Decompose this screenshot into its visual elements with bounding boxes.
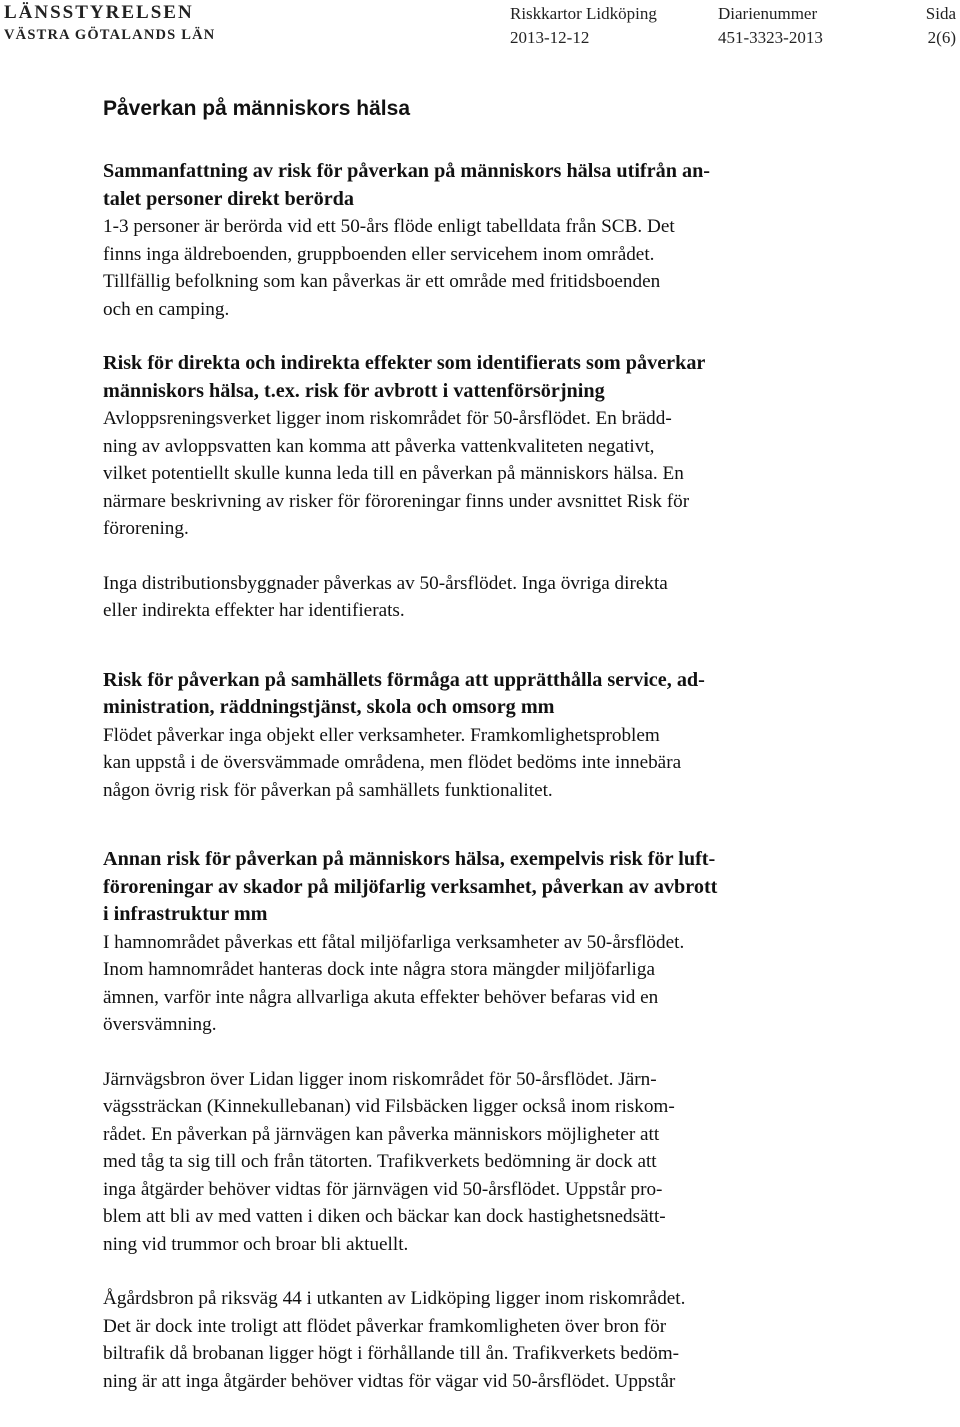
paragraph: Flödet påverkar inga objekt eller verksamheter. Framkomlighetsproblem kan uppstå i de översvämmade områdena, men flödet bedöms inte innebära någon övrig risk för påverkan på samhällets funktionalitet. <box>103 724 682 801</box>
paragraph: I hamnområdet påverkas ett fåtal miljöfarliga verksamheter av 50-årsflödet. Inom hamnområdet hanteras dock inte några stora mängder miljöfarliga ämnen, varför inte några allvarliga akuta effekter behöver befaras vid en översvämning. <box>103 931 685 1035</box>
header-document-info <box>510 2 657 50</box>
logo-line-1: LÄNSSTYRELSEN <box>4 2 194 23</box>
section-other-risks <box>103 846 823 1395</box>
section-summary <box>103 158 823 323</box>
section-heading: Annan risk för påverkan på människors hälsa, exempelvis risk för luft- föroreningar av skador på miljöfarlig verksamhet, påverkan av avbrott i infrastruktur mm <box>103 848 718 925</box>
paragraph: Järnvägsbron över Lidan ligger inom riskområdet för 50-årsflödet. Järn- vägssträckan (Kinnekullebanan) vid Filsbäcken ligger också inom riskom- rådet. En påverkan på järnvägen kan påverka människors möjligheter att med tåg ta sig till och från tätorten. Trafikverkets bedömning är dock att inga åtgärder behöver vidtas för järnvägen vid 50-årsflödet. Uppstår pro- blem att bli av med vatten i diken och bäckar kan dock hastighetsnedsätt- ning vid trummor och broar bli aktuellt. <box>103 1068 675 1255</box>
section-society-function <box>103 667 823 805</box>
page-number: 2(6) <box>927 28 956 47</box>
paragraph: Ågårdsbron på riksväg 44 i utkanten av Lidköping ligger inom riskområdet. Det är dock inte troligt att flödet påverkar framkomligheten över bron för biltrafik då brobanan ligger högt i förhållande till ån. Trafikverkets bedöm- ning är att inga åtgärder behöver vidtas för vägar vid 50-årsflödet. Uppstår <box>103 1288 686 1392</box>
registration-number: 451-3323-2013 <box>718 28 823 47</box>
page-header <box>0 0 960 48</box>
paragraph: Avloppsreningsverket ligger inom riskområdet för 50-årsflödet. En brädd- ning av avloppsvatten kan komma att påverka vattenkvaliteten negativt, vilket potentiellt skulle kunna leda till en påverkan på människors hälsa. En närmare beskrivning av risker för föroreningar finns under avsnittet Risk för förorening. <box>103 408 690 539</box>
document-title-label: Riskkartor Lidköping <box>510 4 657 23</box>
paragraph: 1-3 personer är berörda vid ett 50-års flöde enligt tabelldata från SCB. Det finns inga äldreboenden, gruppboenden eller servicehem inom området. Tillfällig befolkning som kan påverkas är ett område med fritidsboenden och en camping. <box>103 216 675 320</box>
header-registration-info <box>718 2 823 50</box>
registration-label: Diarienummer <box>718 4 818 23</box>
header-page-info <box>926 2 956 50</box>
section-direct-effects <box>103 350 823 625</box>
section-heading: Risk för påverkan på samhällets förmåga att upprätthålla service, ad- ministration, räddningstjänst, skola och omsorg mm <box>103 668 705 718</box>
section-heading: Sammanfattning av risk för påverkan på människors hälsa utifrån an- talet personer direkt berörda <box>103 160 711 210</box>
page-label: Sida <box>925 4 956 23</box>
document-date: 2013-12-12 <box>510 28 590 47</box>
lansstyrelsen-logo <box>4 2 215 45</box>
document-body <box>103 94 823 1395</box>
paragraph: Inga distributionsbyggnader påverkas av 50-årsflödet. Inga övriga direkta eller indirekta effekter har identifierats. <box>103 572 668 621</box>
logo-line-2: VÄSTRA GÖTALANDS LÄN <box>4 27 216 43</box>
section-heading: Risk för direkta och indirekta effekter som identifierats som påverkar människors hälsa, t.ex. risk för avbrott i vattenförsörjning <box>103 352 706 402</box>
page-title: Påverkan på människors hälsa <box>103 97 410 120</box>
